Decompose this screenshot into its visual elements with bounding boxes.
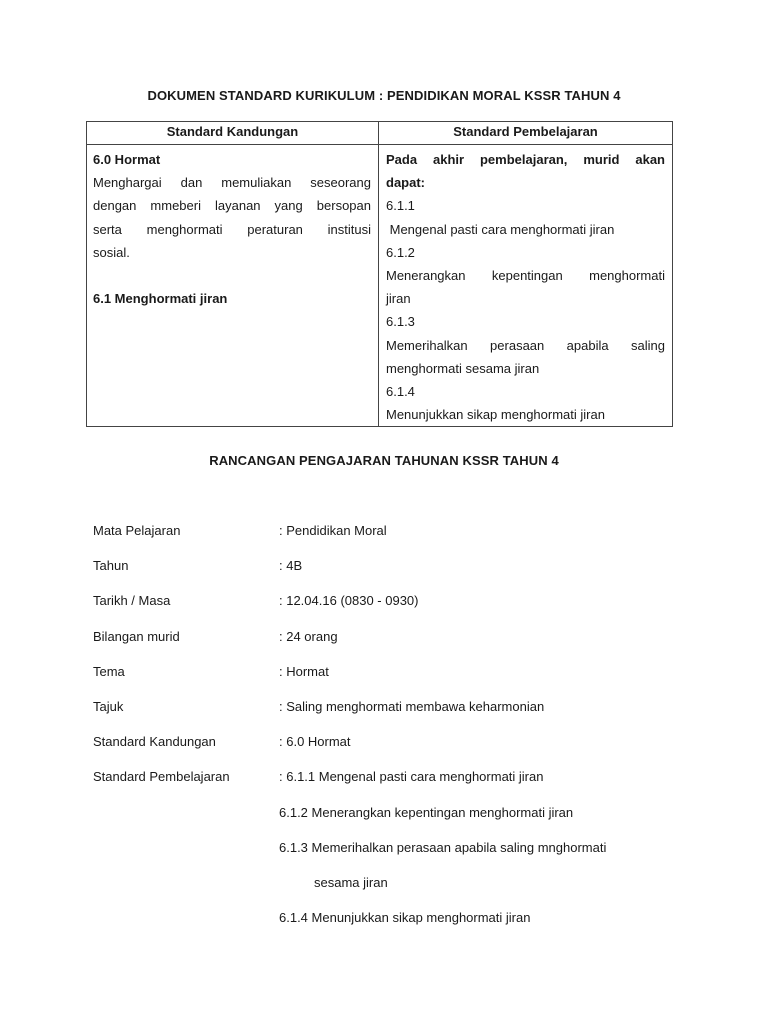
item-code: 6.1.2 xyxy=(386,244,415,260)
kandungan-heading: 6.0 Hormat xyxy=(93,152,161,167)
info-value: sesama jiran xyxy=(314,874,388,890)
info-value: : 24 orang xyxy=(279,628,338,644)
info-row xyxy=(93,625,693,660)
kandungan-para-line: sosial. xyxy=(93,244,130,260)
info-value: : 6.1.1 Mengenal pasti cara menghormati jiran xyxy=(279,769,544,785)
info-label: Bilangan murid xyxy=(93,628,180,644)
kandungan-cell xyxy=(87,145,379,427)
lesson-info xyxy=(93,519,693,941)
info-row xyxy=(93,695,693,730)
pembelajaran-intro-line: Pada akhir pembelajaran, murid akan xyxy=(386,152,665,167)
pembelajaran-intro-line: dapat: xyxy=(386,175,425,191)
item-code: 6.1.1 xyxy=(386,198,415,214)
info-value: : Pendidikan Moral xyxy=(279,523,387,538)
item-code: 6.1.3 xyxy=(386,314,415,330)
info-value: 6.1.3 Memerihalkan perasaan apabila saling mnghormati xyxy=(279,839,607,855)
info-label: Mata Pelajaran xyxy=(93,523,181,538)
info-label: Tarikh / Masa xyxy=(93,593,171,609)
info-label: Tema xyxy=(93,663,125,679)
item-text: Mengenal pasti cara menghormati jiran xyxy=(386,221,615,237)
kandungan-subheading: 6.1 Menghormati jiran xyxy=(93,291,228,307)
info-row xyxy=(93,765,693,800)
info-label: Tajuk xyxy=(93,698,124,714)
info-value: : Hormat xyxy=(279,663,329,679)
section-title: RANCANGAN PENGAJARAN TAHUNAN KSSR TAHUN 4 xyxy=(209,453,559,468)
info-value: : 6.0 Hormat xyxy=(279,734,351,750)
document-title: DOKUMEN STANDARD KURIKULUM : PENDIDIKAN MORAL KSSR TAHUN 4 xyxy=(147,88,621,103)
info-value: 6.1.2 Menerangkan kepentingan menghormati jiran xyxy=(279,804,574,820)
kandungan-para-line: serta menghormati peraturan institusi xyxy=(93,221,371,237)
standard-table xyxy=(86,121,673,427)
item-text: menghormati sesama jiran xyxy=(386,360,540,376)
info-label: Standard Pembelajaran xyxy=(93,769,230,785)
info-value: : 4B xyxy=(279,558,303,574)
info-row xyxy=(93,554,693,589)
info-continuation xyxy=(93,801,693,836)
item-text: jiran xyxy=(386,291,411,307)
info-continuation xyxy=(93,906,693,941)
info-continuation xyxy=(93,871,693,906)
info-row xyxy=(93,730,693,765)
item-code: 6.1.4 xyxy=(386,384,415,400)
info-row xyxy=(93,519,693,554)
info-value: 6.1.4 Menunjukkan sikap menghormati jiran xyxy=(279,910,531,926)
header-standard-kandungan: Standard Kandungan xyxy=(87,122,379,145)
info-value: : Saling menghormati membawa keharmonian xyxy=(279,698,545,714)
pembelajaran-cell xyxy=(379,145,673,427)
item-text: Memerihalkan perasaan apabila saling xyxy=(386,337,665,353)
item-text: Menerangkan kepentingan menghormati xyxy=(386,268,665,284)
info-continuation xyxy=(93,836,693,871)
kandungan-para-line: Menghargai dan memuliakan seseorang xyxy=(93,175,371,191)
header-standard-pembelajaran: Standard Pembelajaran xyxy=(379,122,673,145)
kandungan-para-line: dengan mmeberi layanan yang bersopan xyxy=(93,198,371,214)
info-row xyxy=(93,660,693,695)
item-text: Menunjukkan sikap menghormati jiran xyxy=(386,407,605,423)
info-label: Standard Kandungan xyxy=(93,734,216,750)
info-row xyxy=(93,589,693,624)
info-value: : 12.04.16 (0830 - 0930) xyxy=(279,593,419,609)
info-label: Tahun xyxy=(93,558,129,574)
